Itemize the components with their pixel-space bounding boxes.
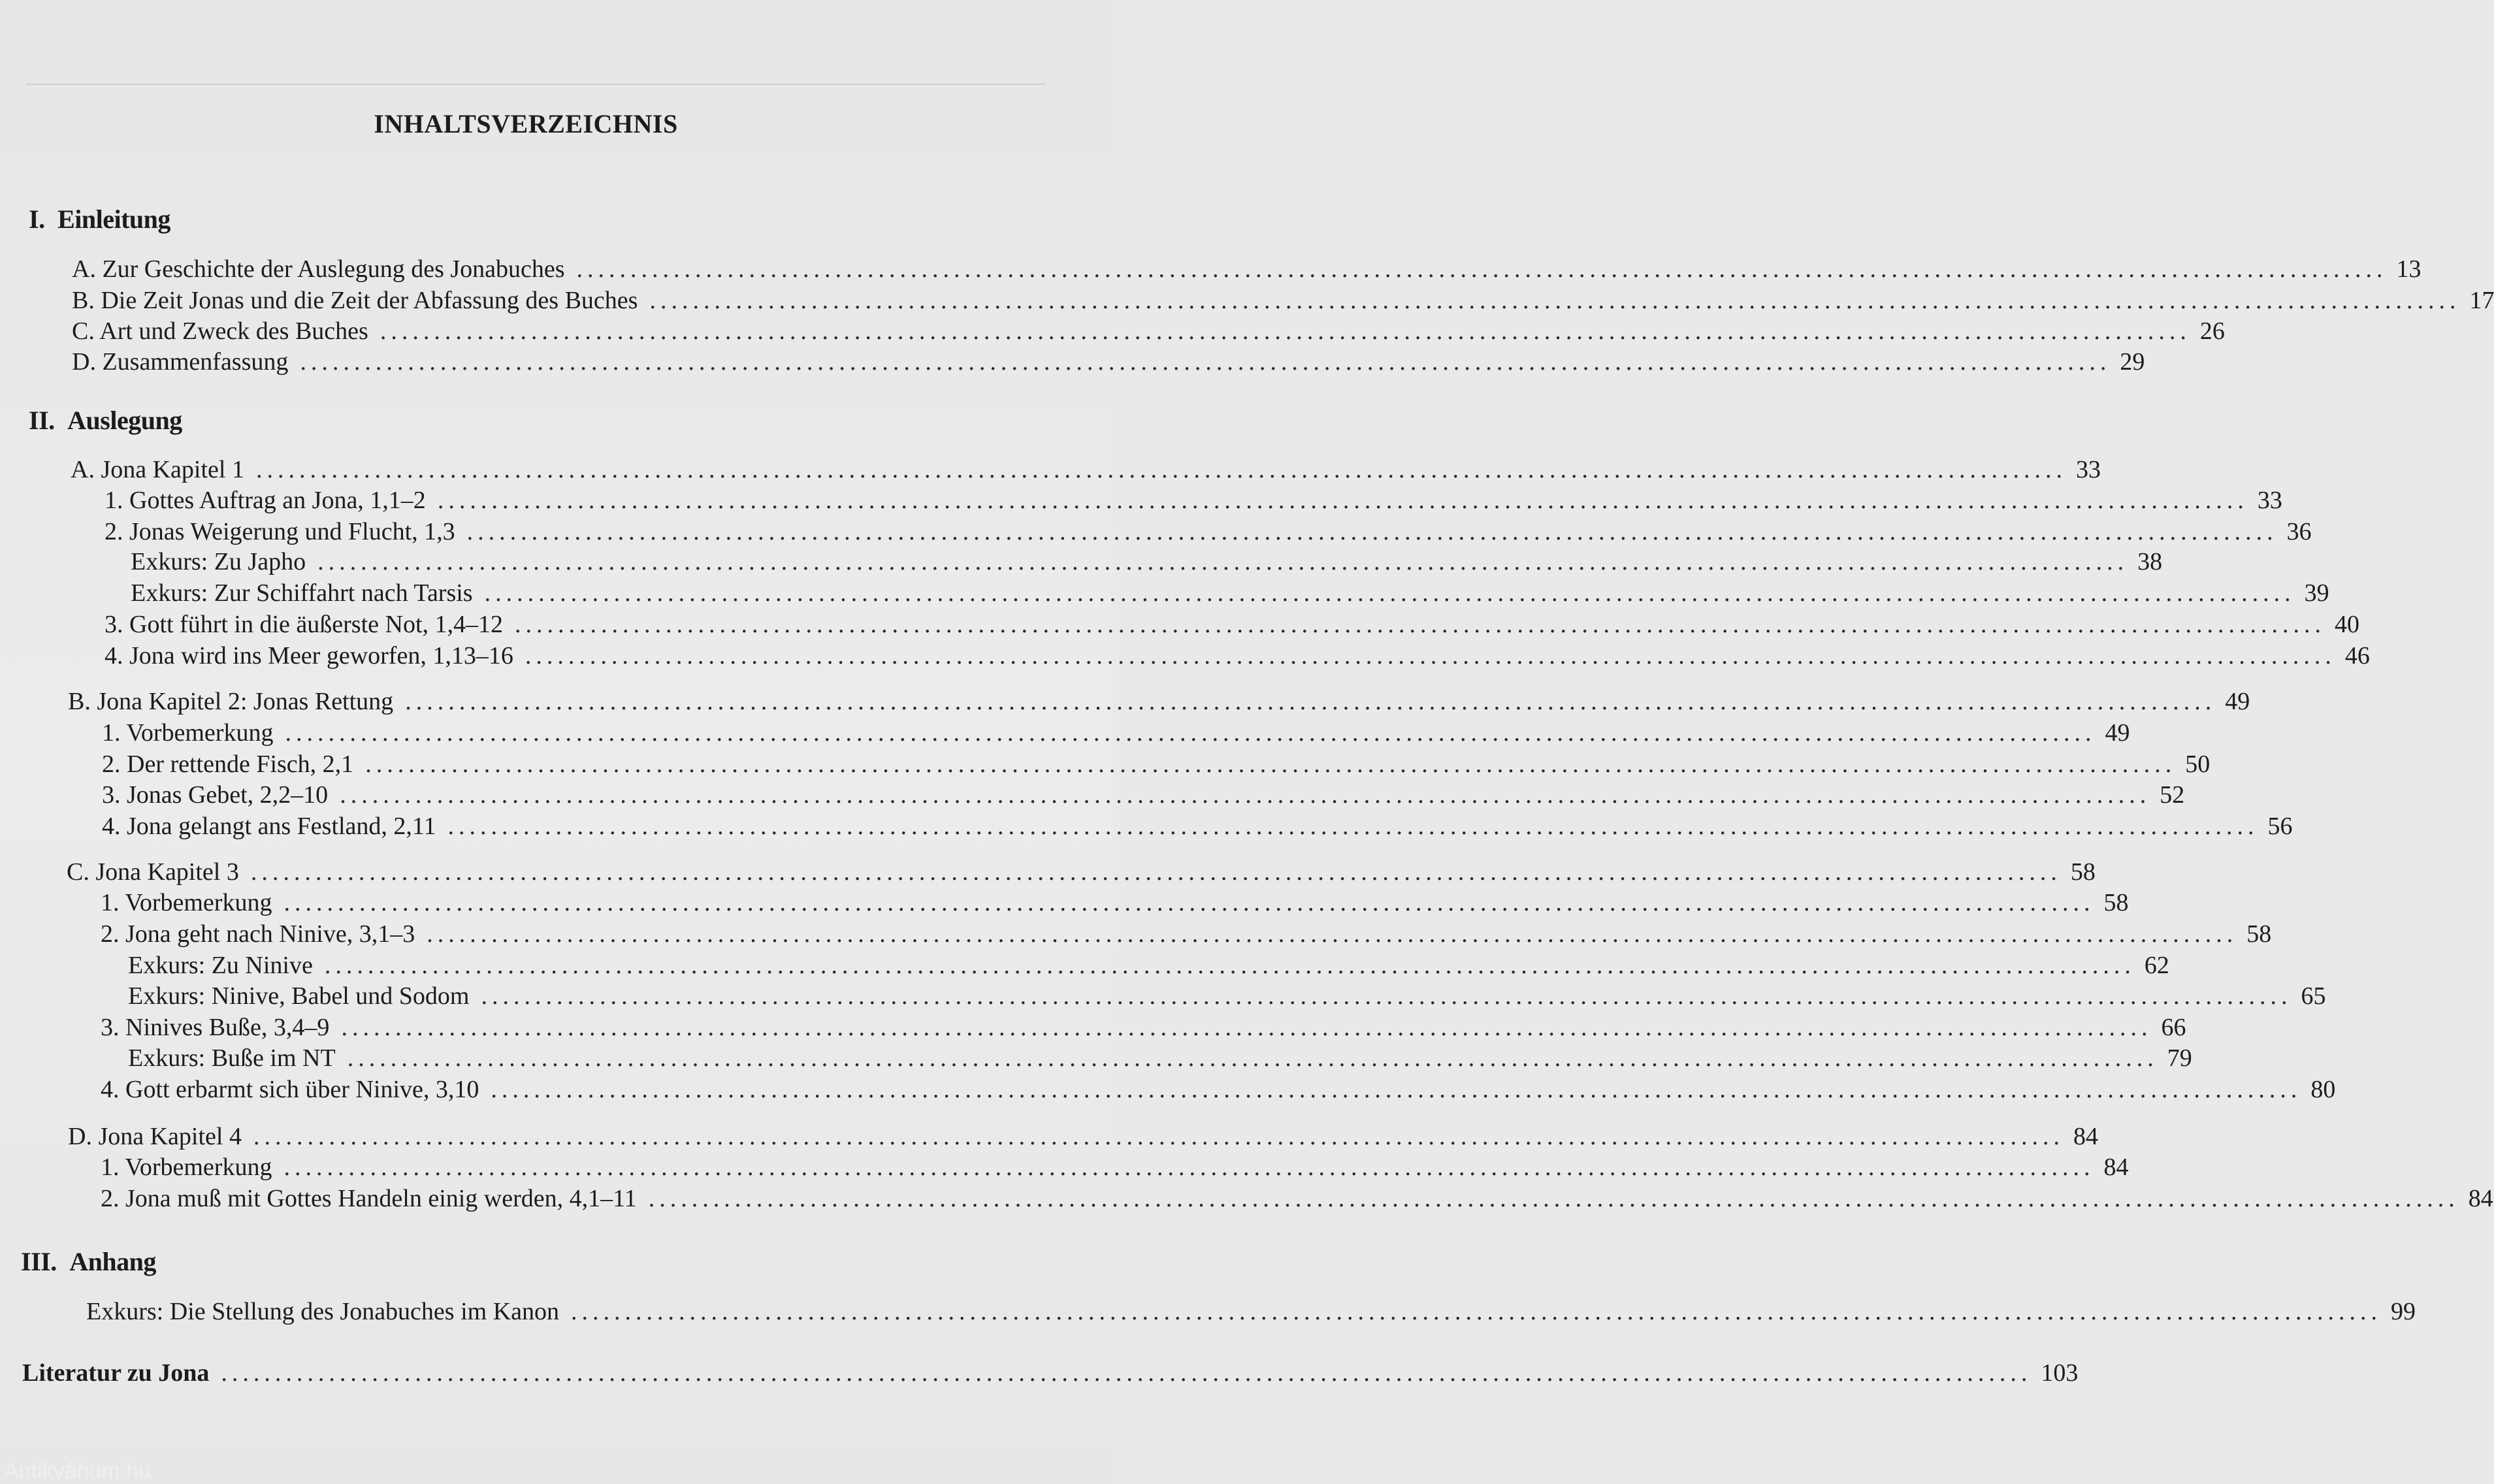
leader-dots: ........................................................................................................................................................................ bbox=[347, 1044, 2158, 1072]
leader-dots: ........................................................................................................................................................................ bbox=[300, 348, 2111, 376]
section-number: III. bbox=[21, 1247, 57, 1276]
toc-entry[interactable] bbox=[72, 317, 2225, 348]
toc-entry[interactable] bbox=[67, 858, 2096, 889]
toc-entry-label: Literatur zu Jona bbox=[22, 1359, 210, 1387]
leader-dots: ........................................................................................................................................................................ bbox=[380, 317, 2191, 345]
toc-entry-page: 33 bbox=[2257, 487, 2282, 514]
toc-entry-label: 4. Gott erbarmt sich über Ninive, 3,10 bbox=[101, 1076, 479, 1103]
toc-entry-label: 1. Gottes Auftrag an Jona, 1,1–2 bbox=[105, 487, 426, 514]
toc-entry[interactable] bbox=[72, 286, 2494, 317]
toc-entry-label: 4. Jona gelangt ans Festland, 2,11 bbox=[102, 813, 436, 840]
leader-dots: ........................................................................................................................................................................ bbox=[405, 688, 2216, 715]
toc-entry[interactable] bbox=[101, 1013, 2186, 1044]
toc-entry[interactable] bbox=[101, 1184, 2493, 1216]
toc-entry-page: 49 bbox=[2225, 688, 2250, 715]
section-label: Einleitung bbox=[57, 204, 170, 234]
toc-entry[interactable] bbox=[102, 781, 2185, 812]
toc-entry-label: B. Jona Kapitel 2: Jonas Rettung bbox=[68, 688, 394, 715]
toc-entry-label: A. Zur Geschichte der Auslegung des Jonabuches bbox=[72, 255, 565, 283]
toc-entry-page: 13 bbox=[2396, 255, 2421, 283]
toc-entry[interactable] bbox=[68, 687, 2250, 718]
toc-entry-label: Exkurs: Zu Ninive bbox=[128, 952, 313, 979]
leader-dots: ........................................................................................................................................................................ bbox=[484, 579, 2295, 607]
toc-entry-label: 3. Gott führt in die äußerste Not, 1,4–12 bbox=[105, 611, 504, 638]
toc-entry-label: C. Jona Kapitel 3 bbox=[67, 858, 239, 886]
leader-dots: ........................................................................................................................................................................ bbox=[324, 952, 2135, 979]
leader-dots: ........................................................................................................................................................................ bbox=[341, 1014, 2152, 1041]
toc-entry-page: 84 bbox=[2073, 1123, 2098, 1150]
toc-entry[interactable] bbox=[71, 455, 2101, 487]
toc-entry-page: 50 bbox=[2185, 750, 2211, 778]
toc-entry-label: 4. Jona wird ins Meer geworfen, 1,13–16 bbox=[105, 642, 513, 669]
toc-entry-page: 56 bbox=[2267, 813, 2293, 840]
toc-entry-label: 2. Jonas Weigerung und Flucht, 1,3 bbox=[105, 518, 455, 545]
section-heading-einleitung bbox=[29, 204, 170, 234]
toc-entry-label: Exkurs: Zur Schiffahrt nach Tarsis bbox=[131, 579, 473, 607]
toc-entry-label: Exkurs: Buße im NT bbox=[128, 1044, 336, 1072]
toc-entry[interactable] bbox=[72, 347, 2145, 379]
toc-entry[interactable] bbox=[102, 812, 2293, 843]
page-top-rule bbox=[26, 84, 1045, 85]
section-label: Auslegung bbox=[67, 406, 182, 435]
toc-entry-label: 1. Vorbemerkung bbox=[102, 719, 274, 747]
toc-entry-page: 58 bbox=[2246, 920, 2272, 948]
toc-entry-label: 1. Vorbemerkung bbox=[101, 1153, 272, 1181]
leader-dots: ........................................................................................................................................................................ bbox=[576, 255, 2388, 283]
section-number: II. bbox=[29, 406, 55, 435]
toc-entry-page: 33 bbox=[2075, 456, 2101, 483]
toc-entry-label: 3. Jonas Gebet, 2,2–10 bbox=[102, 781, 329, 809]
leader-dots: ........................................................................................................................................................................ bbox=[571, 1298, 2382, 1325]
toc-entry-label: D. Jona Kapitel 4 bbox=[68, 1123, 242, 1150]
toc-entry-literatur[interactable] bbox=[22, 1359, 2079, 1390]
toc-entry-page: 84 bbox=[2103, 1153, 2129, 1181]
leader-dots: ........................................................................................................................................................................ bbox=[283, 1153, 2095, 1181]
leader-dots: ........................................................................................................................................................................ bbox=[250, 858, 2062, 886]
toc-entry-label: 2. Jona geht nach Ninive, 3,1–3 bbox=[101, 920, 415, 948]
toc-entry-page: 58 bbox=[2103, 889, 2129, 916]
leader-dots: ........................................................................................................................................................................ bbox=[466, 518, 2278, 545]
toc-entry-page: 62 bbox=[2144, 952, 2169, 979]
section-label: Anhang bbox=[69, 1247, 156, 1276]
toc-entry-page: 17 bbox=[2469, 287, 2494, 314]
toc-entry[interactable] bbox=[101, 920, 2272, 951]
toc-entry-label: 2. Der rettende Fisch, 2,1 bbox=[102, 750, 354, 778]
leader-dots: ........................................................................................................................................................................ bbox=[427, 920, 2238, 948]
leader-dots: ........................................................................................................................................................................ bbox=[317, 548, 2129, 575]
toc-entry-page: 103 bbox=[2041, 1359, 2079, 1387]
leader-dots: ........................................................................................................................................................................ bbox=[437, 487, 2248, 514]
toc-entry-page: 29 bbox=[2120, 348, 2145, 376]
toc-entry-label: Exkurs: Die Stellung des Jonabuches im Kanon bbox=[86, 1298, 560, 1325]
toc-entry[interactable] bbox=[86, 1297, 2416, 1329]
toc-entry-page: 40 bbox=[2335, 611, 2360, 638]
leader-dots: ........................................................................................................................................................................ bbox=[515, 611, 2326, 638]
toc-entry[interactable] bbox=[128, 1044, 2192, 1075]
toc-entry[interactable] bbox=[102, 750, 2211, 781]
leader-dots: ........................................................................................................................................................................ bbox=[255, 456, 2067, 483]
section-number: I. bbox=[29, 204, 45, 234]
toc-entry-page: 80 bbox=[2310, 1076, 2336, 1103]
toc-entry[interactable] bbox=[131, 579, 2329, 610]
toc-entry-label: A. Jona Kapitel 1 bbox=[71, 456, 244, 483]
toc-entry[interactable] bbox=[105, 486, 2282, 517]
leader-dots: ........................................................................................................................................................................ bbox=[365, 750, 2177, 778]
watermark: Antikvárium.hu bbox=[4, 1459, 151, 1483]
section-heading-auslegung bbox=[29, 405, 182, 436]
toc-entry-label: D. Zusammenfassung bbox=[72, 348, 289, 376]
leader-dots: ........................................................................................................................................................................ bbox=[648, 1185, 2459, 1212]
leader-dots: ........................................................................................................................................................................ bbox=[221, 1359, 2032, 1387]
toc-entry[interactable] bbox=[68, 1122, 2098, 1153]
toc-entry-page: 52 bbox=[2160, 781, 2185, 809]
toc-entry-label: C. Art und Zweck des Buches bbox=[72, 317, 368, 345]
toc-entry-page: 36 bbox=[2286, 518, 2312, 545]
toc-entry-page: 38 bbox=[2137, 548, 2163, 575]
toc-entry[interactable] bbox=[131, 547, 2163, 579]
section-heading-anhang bbox=[21, 1246, 156, 1277]
toc-entry-page: 84 bbox=[2468, 1185, 2493, 1212]
toc-entry-page: 26 bbox=[2199, 317, 2225, 345]
toc-entry[interactable] bbox=[101, 888, 2129, 920]
leader-dots: ........................................................................................................................................................................ bbox=[649, 287, 2461, 314]
toc-entry-page: 49 bbox=[2105, 719, 2130, 747]
leader-dots: ........................................................................................................................................................................ bbox=[285, 719, 2096, 747]
toc-entry[interactable] bbox=[101, 1075, 2336, 1106]
leader-dots: ........................................................................................................................................................................ bbox=[340, 781, 2151, 809]
toc-entry-label: 2. Jona muß mit Gottes Handeln einig werden, 4,1–11 bbox=[101, 1185, 637, 1212]
toc-entry-label: Exkurs: Zu Japho bbox=[131, 548, 306, 575]
toc-entry-page: 39 bbox=[2304, 579, 2329, 607]
toc-entry-page: 58 bbox=[2070, 858, 2096, 886]
leader-dots: ........................................................................................................................................................................ bbox=[491, 1076, 2302, 1103]
toc-entry[interactable] bbox=[105, 517, 2312, 549]
leader-dots: ........................................................................................................................................................................ bbox=[525, 642, 2336, 669]
toc-entry[interactable] bbox=[72, 255, 2421, 286]
toc-entry[interactable] bbox=[102, 718, 2130, 750]
toc-entry-label: B. Die Zeit Jonas und die Zeit der Abfassung des Buches bbox=[72, 287, 638, 314]
toc-entry-page: 79 bbox=[2167, 1044, 2192, 1072]
toc-entry-label: 1. Vorbemerkung bbox=[101, 889, 272, 916]
toc-entry-label: 3. Ninives Buße, 3,4–9 bbox=[101, 1014, 330, 1041]
toc-entry[interactable] bbox=[105, 641, 2370, 673]
page-title: INHALTSVERZEICHNIS bbox=[374, 109, 678, 138]
leader-dots: ........................................................................................................................................................................ bbox=[253, 1123, 2064, 1150]
toc-entry[interactable] bbox=[128, 982, 2326, 1013]
toc-entry-page: 46 bbox=[2344, 642, 2370, 669]
toc-entry-page: 99 bbox=[2391, 1298, 2416, 1325]
toc-entry-page: 66 bbox=[2161, 1014, 2186, 1041]
toc-entry[interactable] bbox=[128, 951, 2169, 982]
leader-dots: ........................................................................................................................................................................ bbox=[283, 889, 2095, 916]
toc-entry-label: Exkurs: Ninive, Babel und Sodom bbox=[128, 982, 470, 1010]
toc-entry[interactable] bbox=[101, 1153, 2129, 1184]
toc-entry[interactable] bbox=[105, 610, 2360, 641]
leader-dots: ........................................................................................................................................................................ bbox=[447, 813, 2259, 840]
leader-dots: ........................................................................................................................................................................ bbox=[481, 982, 2292, 1010]
toc-entry-page: 65 bbox=[2301, 982, 2326, 1010]
